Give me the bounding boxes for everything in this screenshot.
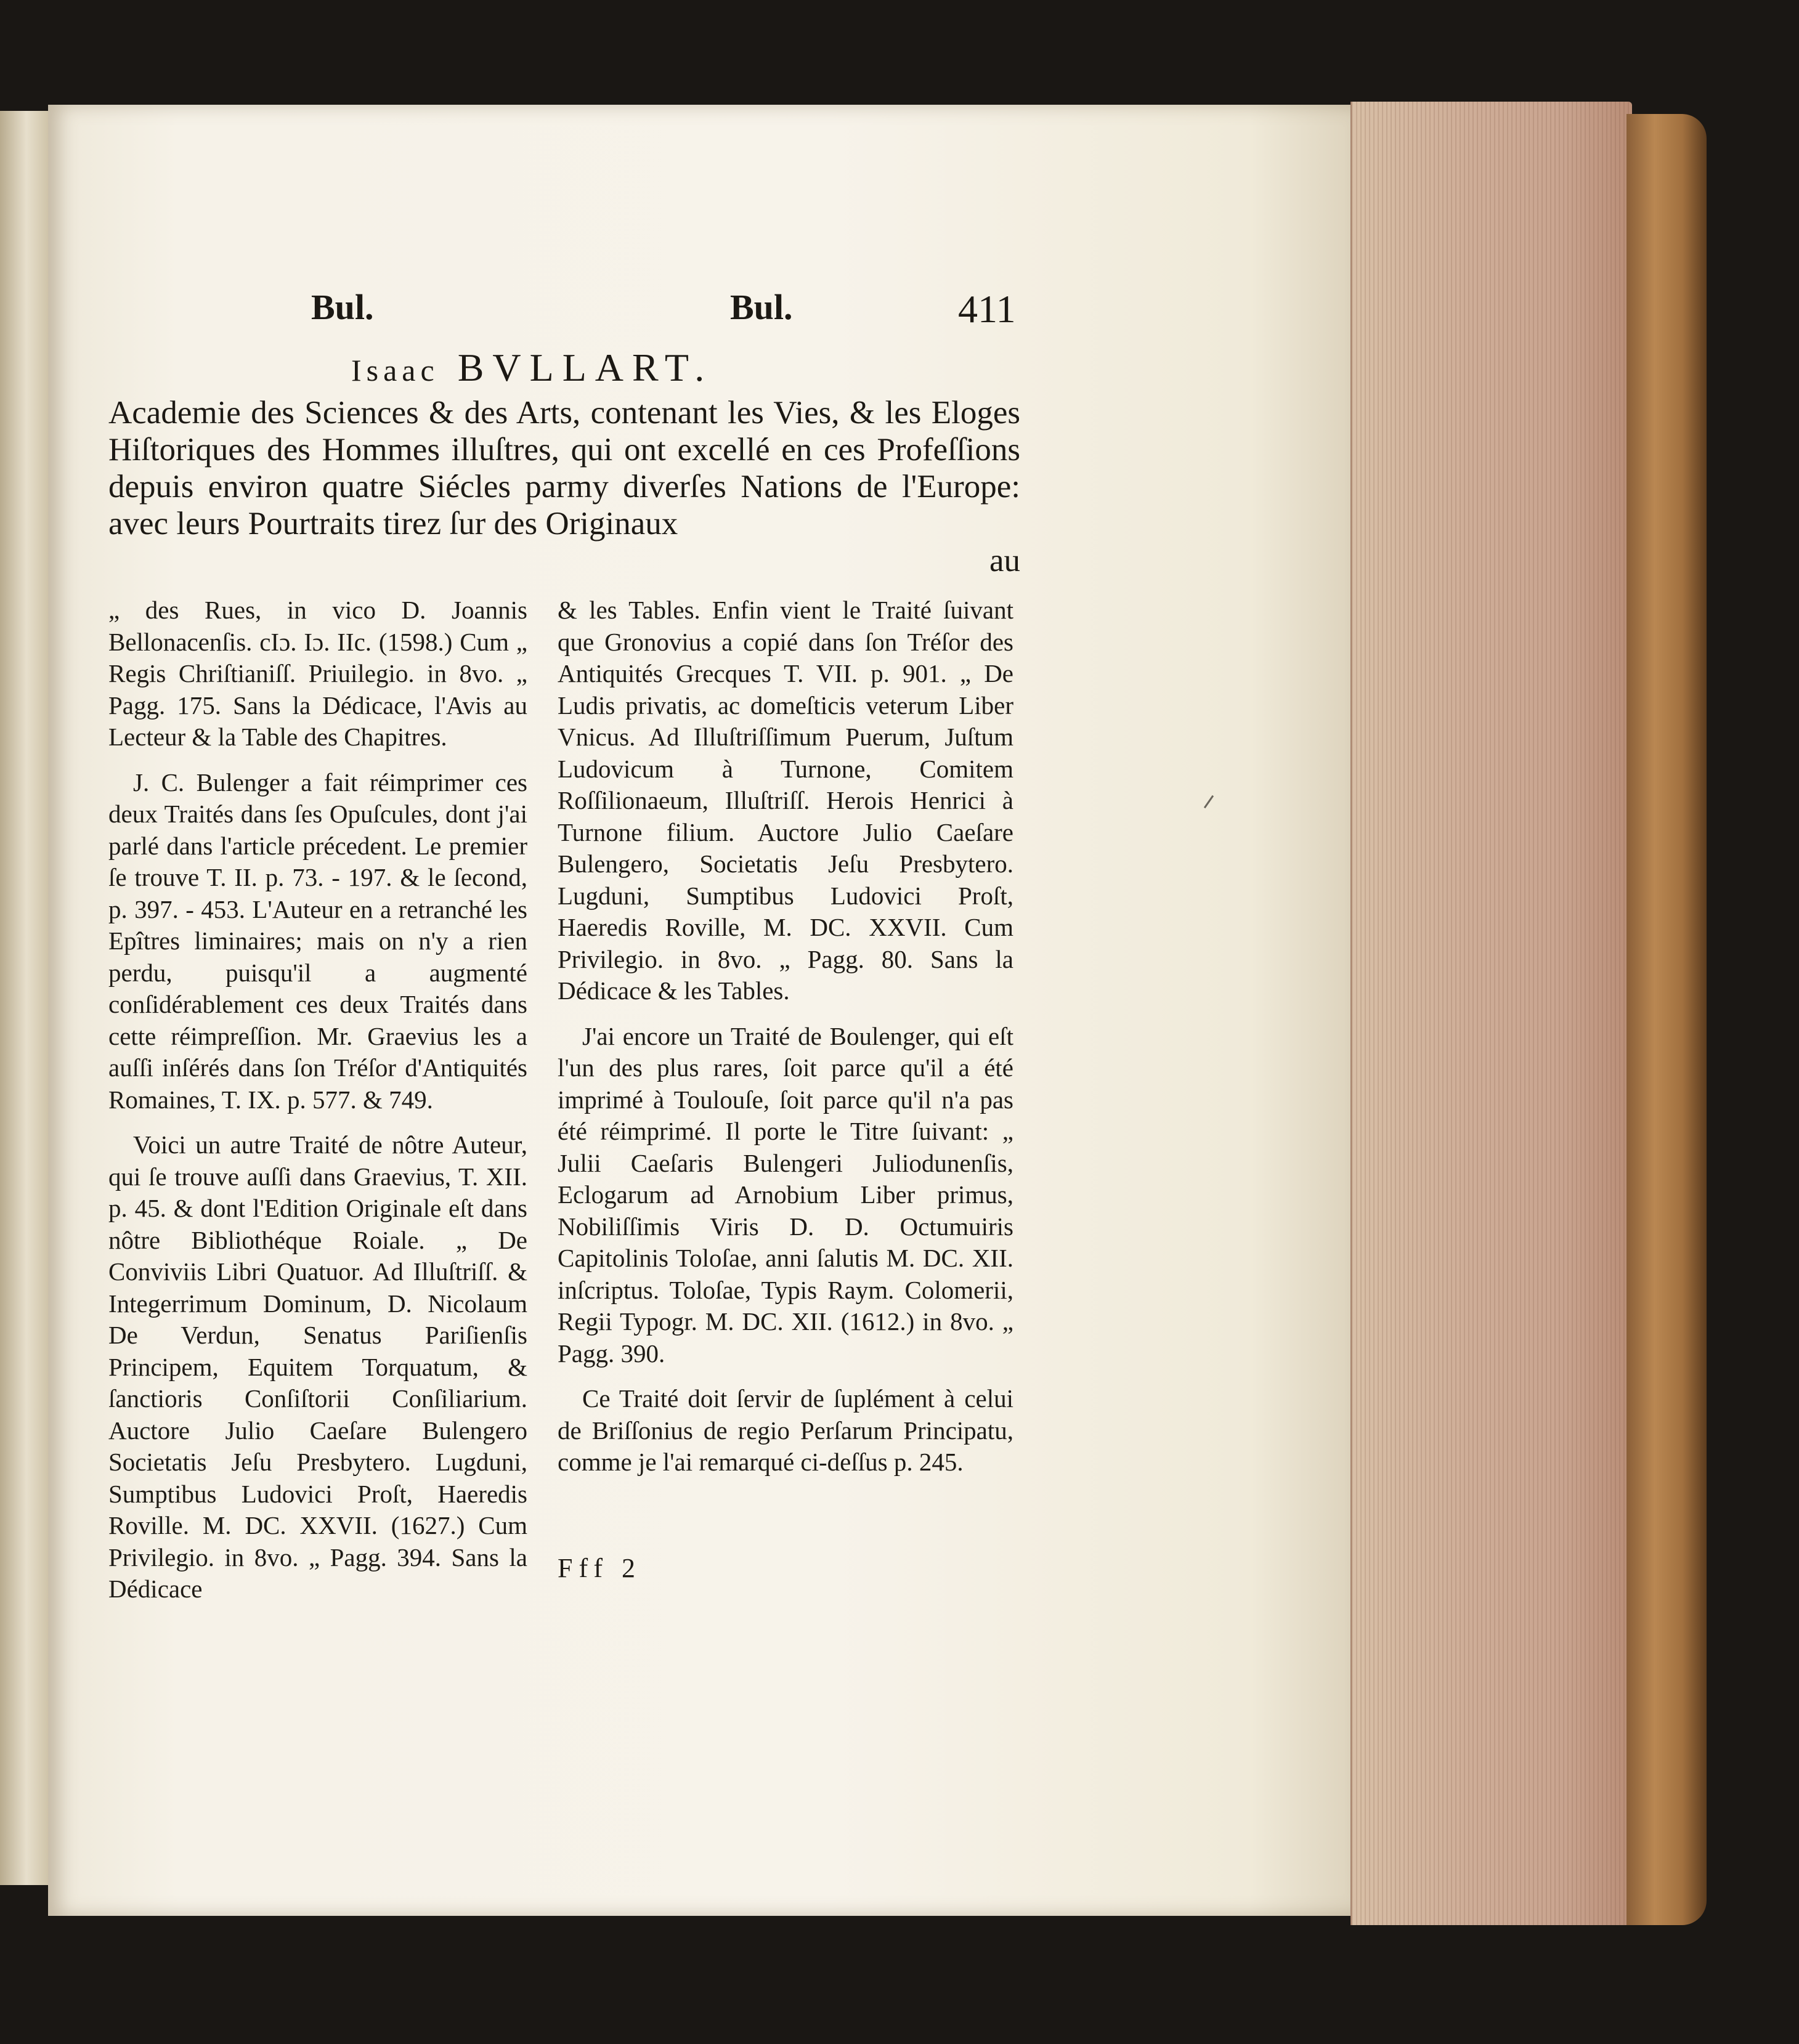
page-block-fore-edge: [1350, 102, 1632, 1925]
right-column: [558, 594, 1013, 1492]
running-head-left: Bul.: [311, 287, 374, 327]
entry-title: [351, 345, 782, 391]
right-paragraph-2: J'ai encore un Traité de Boulenger, qui eſt l'un des plus rares, ſoit parce qu'il a été imprimé à Toulouſe, ſoit parce qu'il n'a pas été réimprimé. Il porte le Titre ſuivant: „ Julii Caeſaris Bulengeri Juliodunenſis, Eclogarum ad Arnobium Liber primus, Nobiliſſimis Viris D. D. Octumuiris Capitolinis Toloſae, anni ſalutis M. DC. XII. inſcriptus. Toloſae, Typis Raym. Colomerii, Regii Typogr. M. DC. XII. (1612.) in 8vo. „ Pagg. 390.: [558, 1021, 1013, 1368]
running-head-center: Bul.: [730, 287, 793, 327]
signature-mark: Fff 2: [558, 1553, 641, 1583]
left-paragraph-3: Voici un autre Traité de nôtre Auteur, qui ſe trouve auſſi dans Graevius, T. XII. p. 45. & dont l'Edition Originale eſt dans nôtre Bibliothéque Roiale. „ De Conviviis Libri Quatuor. Ad Illuſtriſſ. & Integerrimum Dominum, D. Nicolaum De Verdun, Senatus Pariſienſis Principem, Equitem Torquatum, & ſanctioris Conſiſtorii Conſiliarium. Auctore Julio Caeſare Bulengero Societatis Jeſu Presbytero. Lugduni, Sumptibus Ludovici Proſt, Haeredis Roville. M. DC. XXVII. (1627.) Cum Privilegio. in 8vo. „ Pagg. 394. Sans la Dédicace: [108, 1130, 527, 1603]
intro-text: Academie des Sciences & des Arts, contenant les Vies, & les Eloges Hiſtoriques des Hommes illuſtres, qui ont excellé en ces Profeſſions depuis environ quatre Siécles parmy diverſes Nations de l'Europe: avec leurs Pourtraits tirez ſur des Originaux: [108, 395, 1020, 541]
entry-surname: BVLLART.: [457, 346, 713, 389]
entry-first-name: Isaac: [351, 353, 439, 387]
left-paragraph-1: „ des Rues, in vico D. Joannis Bellonacenſis. cIɔ. Iɔ. IIc. (1598.) Cum „ Regis Chriſtianiſſ. Priuilegio. in 8vo. „ Pagg. 175. Sans la Dédicace, l'Avis au Lecteur & la Table des Chapitres.: [108, 596, 527, 751]
left-column: [108, 594, 527, 1619]
intro-paragraph: [108, 394, 1020, 579]
page-number: 411: [958, 287, 1016, 331]
left-page-edge: [0, 111, 50, 1885]
right-paragraph-3: Ce Traité doit ſervir de ſuplément à celui de Briſſonius de regio Perſarum Principatu, comme je l'ai remarqué ci-deſſus p. 245.: [558, 1384, 1013, 1476]
intro-catchword: au: [989, 543, 1020, 578]
left-paragraph-2: J. C. Bulenger a fait réimprimer ces deux Traités dans ſes Opuſcules, dont j'ai parlé dans l'article précedent. Le premier ſe trouve T. II. p. 73. - 197. & le ſecond, p. 397. - 453. L'Auteur en a retranché les Epîtres liminaires; mais on n'y a rien perdu, puisqu'il a augmenté conſidérablement ces deux Traités dans cette réimpreſſion. Mr. Graevius les a auſſi inſérés dans ſon Tréſor d'Antiquités Romaines, T. IX. p. 577. & 749.: [108, 768, 527, 1114]
right-paragraph-1: & les Tables. Enfin vient le Traité ſuivant que Gronovius a copié dans ſon Tréſor des Antiquités Grecques T. VII. p. 901. „ De Ludis privatis, ac domeſticis veterum Liber Vnicus. Ad Illuſtriſſimum Puerum, Juſtum Ludovicum à Turnone, Comitem Roſſilionaeum, Illuſtriſſ. Herois Henrici à Turnone filium. Auctore Julio Caeſare Bulengero, Societatis Jeſu Presbytero. Lugduni, Sumptibus Ludovici Proſt, Haeredis Roville, M. DC. XXVII. Cum Privilegio. in 8vo. „ Pagg. 80. Sans la Dédicace & les Tables.: [558, 596, 1013, 1005]
leather-cover-edge: [1626, 114, 1707, 1925]
